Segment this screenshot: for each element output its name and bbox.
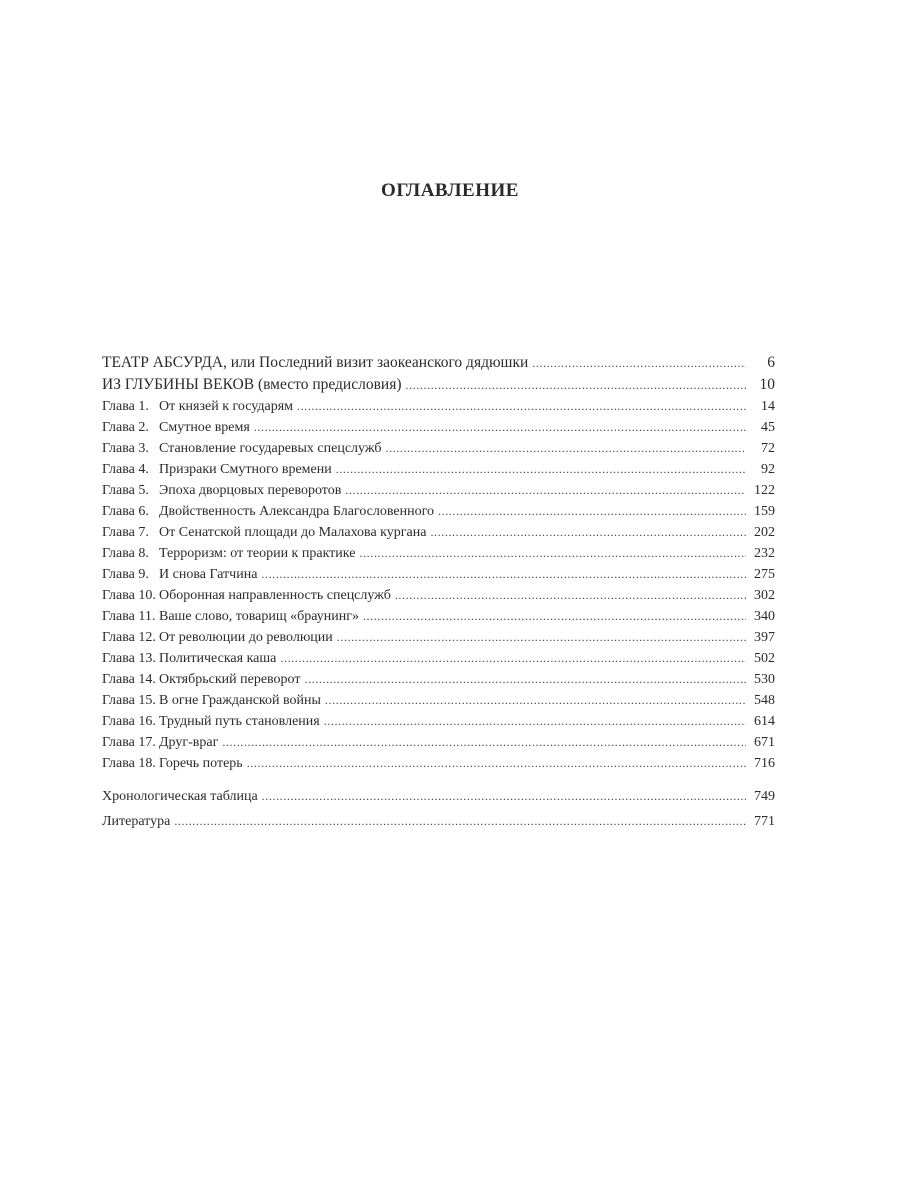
toc-page-number: 302 xyxy=(754,588,775,603)
chapter-label: Глава 16. xyxy=(102,714,156,729)
toc-page-number: 530 xyxy=(754,672,775,687)
toc-entry-title: Друг-враг xyxy=(159,735,219,750)
dot-leader xyxy=(337,627,746,648)
dot-leader xyxy=(280,648,746,669)
chapter-label: Глава 12. xyxy=(102,630,156,645)
toc-entry-title: ИЗ ГЛУБИНЫ ВЕКОВ (вместо предисловия) xyxy=(102,376,402,393)
dot-leader xyxy=(395,585,746,606)
toc-page-number: 771 xyxy=(754,814,775,829)
dot-leader xyxy=(261,564,746,585)
toc-entry-title: От революции до революции xyxy=(159,630,333,645)
toc-entry-chapter-11[interactable] xyxy=(102,606,775,627)
toc-entry-title: Хронологическая таблица xyxy=(102,789,258,804)
dot-leader xyxy=(254,417,746,438)
toc-entry-title: Призраки Смутного времени xyxy=(159,462,332,477)
dot-leader xyxy=(532,352,746,374)
toc-entry-title: От князей к государям xyxy=(159,399,294,414)
chapter-label: Глава 3. xyxy=(102,441,149,456)
toc-entry-title: Литература xyxy=(102,814,171,829)
toc-page-number: 14 xyxy=(761,399,775,414)
toc-page-number: 716 xyxy=(754,756,775,771)
chapter-label: Глава 9. xyxy=(102,567,149,582)
toc-entry-title: Терроризм: от теории к практике xyxy=(159,546,356,561)
dot-leader xyxy=(430,522,746,543)
chapter-label: Глава 11. xyxy=(102,609,156,624)
toc-entry-chapter-15[interactable] xyxy=(102,690,775,711)
toc-page-number: 6 xyxy=(767,354,775,371)
toc-entry-chapter-12[interactable] xyxy=(102,627,775,648)
toc-page-number: 548 xyxy=(754,693,775,708)
toc-entry-title: Смутное время xyxy=(159,420,250,435)
toc-entry-chapter-4[interactable] xyxy=(102,459,775,480)
toc-entry-chapter-14[interactable] xyxy=(102,669,775,690)
toc-entry-title: И снова Гатчина xyxy=(159,567,258,582)
toc-page-number: 45 xyxy=(761,420,775,435)
toc-entry-chapter-7[interactable] xyxy=(102,522,775,543)
toc-entry-chronology[interactable] xyxy=(102,784,775,809)
toc-page-number: 397 xyxy=(754,630,775,645)
dot-leader xyxy=(438,501,746,522)
toc-entry-title: Становление государевых спецслужб xyxy=(159,441,382,456)
chapter-label: Глава 8. xyxy=(102,546,149,561)
chapter-label: Глава 10. xyxy=(102,588,156,603)
toc-page-number: 749 xyxy=(754,789,775,804)
chapter-label: Глава 13. xyxy=(102,651,156,666)
chapter-label: Глава 7. xyxy=(102,525,149,540)
toc-page-number: 232 xyxy=(754,546,775,561)
toc-page-number: 502 xyxy=(754,651,775,666)
toc-entry-title: Политическая каша xyxy=(159,651,277,666)
toc-entry-title: Двойственность Александра Благословенного xyxy=(159,504,434,519)
dot-leader xyxy=(297,396,746,417)
toc-entry-title: Горечь потерь xyxy=(159,756,243,771)
dot-leader xyxy=(222,732,746,753)
dot-leader xyxy=(363,606,746,627)
dot-leader xyxy=(336,459,746,480)
toc-entry-intro-preface[interactable] xyxy=(102,374,775,396)
toc-page-number: 72 xyxy=(761,441,775,456)
dot-leader xyxy=(324,711,746,732)
toc-entry-title: От Сенатской площади до Малахова кургана xyxy=(159,525,427,540)
toc-page-number: 671 xyxy=(754,735,775,750)
toc-entry-chapter-18[interactable] xyxy=(102,753,775,774)
toc-entry-chapter-3[interactable] xyxy=(102,438,775,459)
toc-entry-title: Трудный путь становления xyxy=(159,714,320,729)
toc-page-number: 10 xyxy=(759,376,775,393)
toc-entry-title: В огне Гражданской войны xyxy=(159,693,321,708)
toc-entry-chapter-17[interactable] xyxy=(102,732,775,753)
toc-entry-title: Ваше слово, товарищ «браунинг» xyxy=(159,609,359,624)
toc-page-number: 340 xyxy=(754,609,775,624)
toc-page-number: 92 xyxy=(761,462,775,477)
dot-leader xyxy=(325,690,746,711)
dot-leader xyxy=(262,784,746,809)
toc-page-number: 159 xyxy=(754,504,775,519)
toc-page-number: 202 xyxy=(754,525,775,540)
toc-entry-chapter-2[interactable] xyxy=(102,417,775,438)
chapter-label: Глава 2. xyxy=(102,420,149,435)
toc-entry-chapter-10[interactable] xyxy=(102,585,775,606)
dot-leader xyxy=(406,374,747,396)
toc-page-number: 275 xyxy=(754,567,775,582)
dot-leader xyxy=(304,669,746,690)
dot-leader xyxy=(174,809,746,834)
toc-entry-chapter-16[interactable] xyxy=(102,711,775,732)
toc-page-number: 122 xyxy=(754,483,775,498)
chapter-label: Глава 15. xyxy=(102,693,156,708)
page-title: ОГЛАВЛЕНИЕ xyxy=(381,180,519,201)
table-of-contents xyxy=(102,352,775,834)
chapter-label: Глава 6. xyxy=(102,504,149,519)
chapter-label: Глава 1. xyxy=(102,399,149,414)
toc-entry-chapter-6[interactable] xyxy=(102,501,775,522)
chapter-label: Глава 14. xyxy=(102,672,156,687)
toc-entry-title: Оборонная направленность спецслужб xyxy=(159,588,391,603)
toc-entry-title: Октябрьский переворот xyxy=(159,672,301,687)
toc-entry-chapter-13[interactable] xyxy=(102,648,775,669)
dot-leader xyxy=(345,480,746,501)
toc-entry-title: ТЕАТР АБСУРДА, или Последний визит заокеанского дядюшки xyxy=(102,354,529,371)
toc-entry-literature[interactable] xyxy=(102,809,775,834)
dot-leader xyxy=(385,438,746,459)
toc-page-number: 614 xyxy=(754,714,775,729)
toc-entry-chapter-5[interactable] xyxy=(102,480,775,501)
dot-leader xyxy=(359,543,746,564)
chapter-label: Глава 4. xyxy=(102,462,149,477)
toc-entry-chapter-1[interactable] xyxy=(102,396,775,417)
chapter-label: Глава 18. xyxy=(102,756,156,771)
toc-entry-title: Эпоха дворцовых переворотов xyxy=(159,483,342,498)
dot-leader xyxy=(247,753,746,774)
toc-entry-chapter-9[interactable] xyxy=(102,564,775,585)
toc-entry-intro-theater[interactable] xyxy=(102,352,775,374)
chapter-label: Глава 5. xyxy=(102,483,149,498)
chapter-label: Глава 17. xyxy=(102,735,156,750)
toc-entry-chapter-8[interactable] xyxy=(102,543,775,564)
